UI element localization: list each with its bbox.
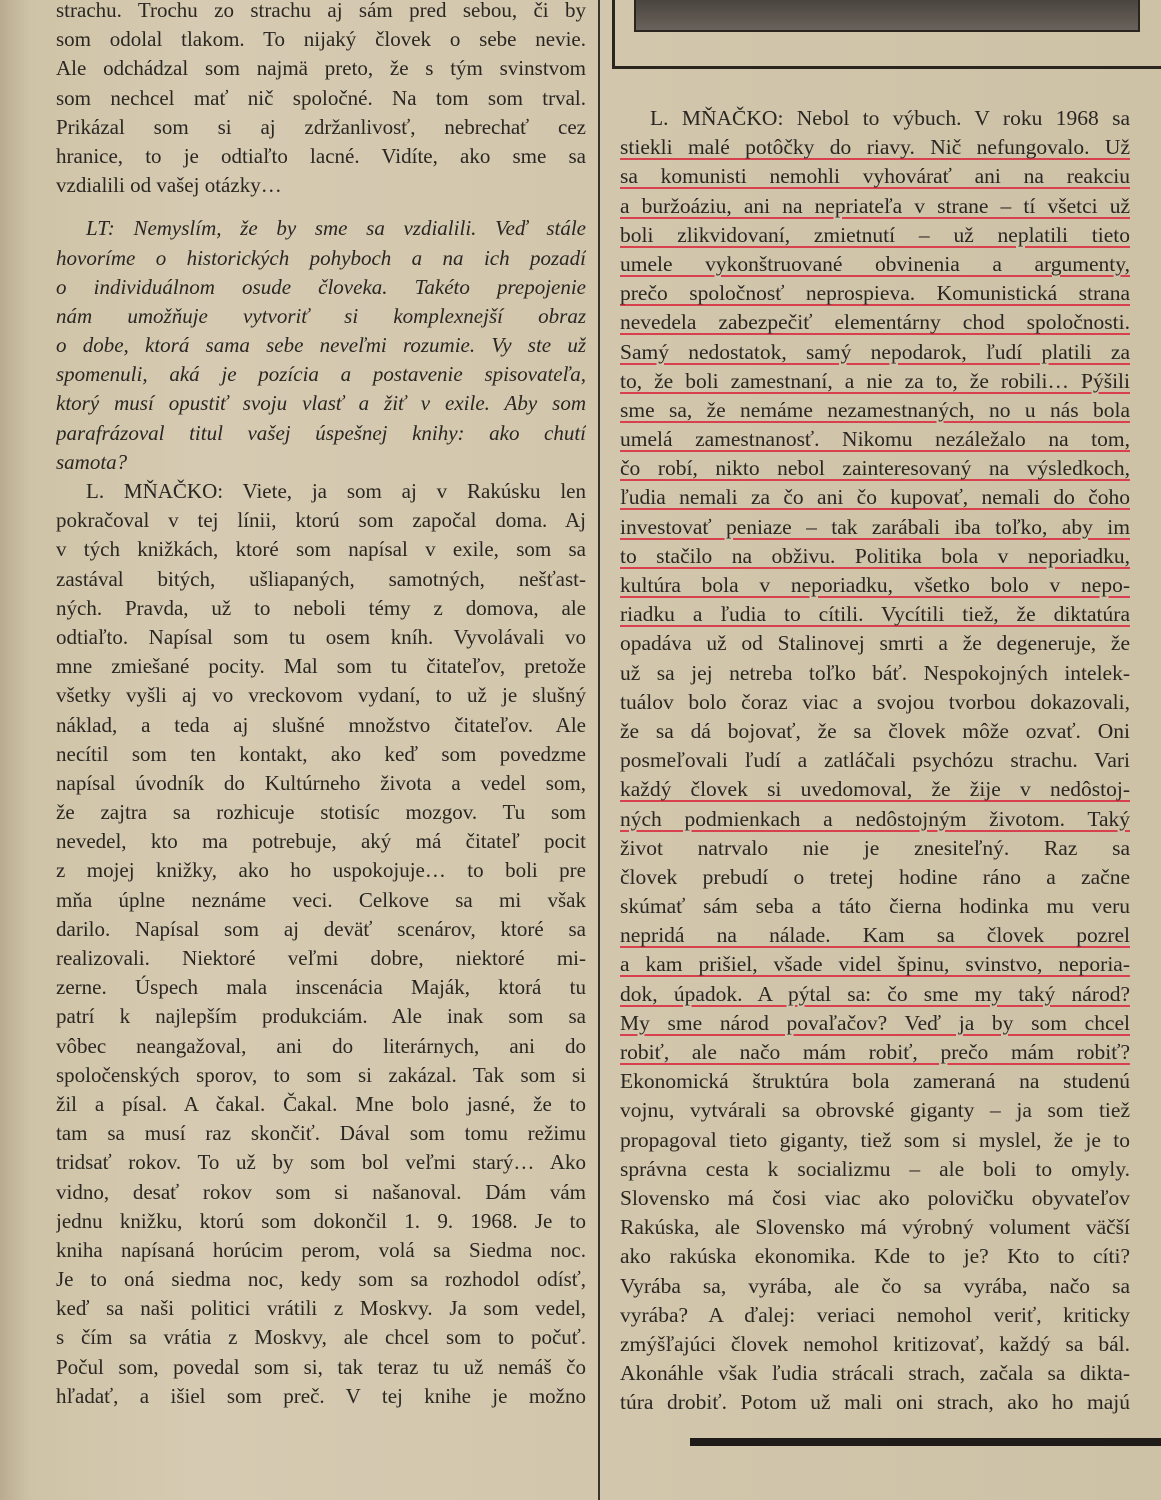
answer-line: realizovali. Niektoré veľmi dobre, niektoré mi- (56, 946, 586, 970)
text-line: správna cesta k socializmu – ale boli to omyly. (620, 1156, 1130, 1181)
answer-line: žil a písal. A čakal. Čakal. Mne bolo jasné, že to (56, 1091, 586, 1116)
underlined-line: to stačilo na obživu. Politika bola v neporiadku, (620, 543, 1130, 568)
text-line: zmýšľajúci človek nemohol kritizovať, každý sa bál. (620, 1331, 1130, 1356)
answer-line: jednu knižku, ktorú som dokončil 1. 9. 1968. Je to (56, 1208, 586, 1233)
answer-line: nevedel, kto ma potrebuje, aký má čitateľ pocit (56, 829, 586, 854)
underlined-line: ných podmienkach a nedôstojným životom. Taký (620, 806, 1130, 831)
text-line: Ekonomická štruktúra bola zameraná na studenú (620, 1069, 1130, 1094)
answer-line: náklad, a teda aj slušné množstvo čitateľov. Ale (56, 712, 586, 737)
underlined-line: riadku a ľudia to cítili. Vycítili tiež, že diktatúra (620, 602, 1130, 627)
answer-line: hľadať, a išiel som preč. V tej knihe je možno (56, 1383, 586, 1408)
question-line: LT: Nemyslím, že by sme sa vzdialili. Veď stále (86, 216, 586, 241)
underlined-line: sa komunisti nemohli vyhovárať ani na reakciu (620, 164, 1130, 189)
text-line: som nechcel mať nič spoločné. Na tom som trval. (56, 85, 586, 110)
left-column (56, 0, 586, 1411)
answer-line: odtiaľto. Napísal som tu osem kníh. Vyvolávali vo (56, 624, 586, 649)
text-line: vojnu, vytvárali sa obrovské giganty – ja som tiež (620, 1098, 1130, 1123)
bottom-rule (690, 1438, 1161, 1446)
answer-line: spoločenských sporov, to som si zakázal. Tak som si (56, 1062, 586, 1087)
text-line: Akonáhle však ľudia strácali strach, začala sa dikta- (620, 1361, 1130, 1386)
question-line: ktorý musí opustiť svoju vlasť a žiť v exile. Aby som (56, 391, 586, 416)
text-line: už sa jej netreba toľko báť. Nespokojných intelek- (620, 660, 1130, 685)
text-line: hranice, to je odtiaľto lacné. Vidíte, ako sme sa (56, 143, 586, 168)
answer-line: ných. Pravda, už to neboli témy z domova, ale (56, 595, 586, 620)
answer-line: zastával bitých, ušliapaných, samotných, nešťast- (56, 566, 586, 591)
answer-line: Je to oná siedma noc, kedy som sa rozhodol odísť, (56, 1267, 586, 1292)
question-line: parafrázoval titul vašej úspešnej knihy: ako chutí (56, 420, 586, 445)
question-line: hovoríme o historických pohyboch a na ich pozadí (56, 245, 586, 270)
right-column (620, 104, 1130, 1417)
underlined-line: stiekli malé potôčky do riavy. Nič nefungovalo. Už (620, 135, 1130, 160)
answer-line: mne zmiešané pocity. Mal som tu čitateľov, pretože (56, 654, 586, 679)
underlined-line: a buržoáziu, ani na nepriateľa v strane – tí všetci už (620, 193, 1130, 218)
underlined-line: umele vykonštruované obvinenia a argumenty, (620, 251, 1130, 276)
answer-line: L. MŇAČKO: Nebol to výbuch. V roku 1968 sa (650, 106, 1130, 130)
text-line: posmeľovali ľudí a zatláčali psychózu strachu. Vari (620, 748, 1130, 773)
underlined-line: sme sa, že nemáme nezamestnaných, no u nás bola (620, 397, 1130, 422)
text-line: Slovensko má čosi viac ako polovičku obyvateľov (620, 1185, 1130, 1210)
answer-line: mňa úplne neznáme veci. Celkove sa mi však (56, 887, 586, 912)
text-line: vyrába? A ďalej: veriaci nemohol veriť, kriticky (620, 1302, 1130, 1327)
text-line: človek prebudí o tretej hodine ráno a začne (620, 864, 1130, 889)
text-line: propagoval tieto giganty, tiež som si myslel, že je to (620, 1127, 1130, 1152)
answer-line: L. MŇAČKO: Viete, ja som aj v Rakúsku len (86, 479, 586, 503)
underlined-line: robiť, ale načo mám robiť, prečo mám robiť? (620, 1040, 1130, 1064)
answer-line: tam sa musí raz skončiť. Dával som tomu režimu (56, 1121, 586, 1146)
text-line: že sa dá bojovať, že sa človek môže ozvať. Oni (620, 718, 1130, 743)
underlined-line: ľudia nemali za čo ani čo kupovať, nemali do čoho (620, 485, 1130, 510)
underlined-line: každý človek si uvedomoval, že žije v nedôstoj- (620, 777, 1130, 802)
underlined-line: dok, úpadok. A pýtal sa: čo sme my taký národ? (620, 981, 1130, 1006)
text-line: opadáva už od Stalinovej smrti a že degeneruje, že (620, 631, 1130, 656)
text-line: vzdialili od vašej otázky… (56, 173, 282, 198)
answer-line: z mojej knižky, ako ho uspokojuje… to boli pre (56, 858, 586, 883)
answer-line: darilo. Napísal som aj deväť scenárov, ktoré sa (56, 916, 586, 941)
answer-line: s čím sa vrátia z Moskvy, ale chcel som to počuť. (56, 1325, 586, 1350)
photo-image (634, 0, 1140, 32)
question-line: o individuálnom osude človeka. Takéto prepojenie (56, 274, 586, 299)
underlined-line: nepridá na nálade. Kam sa človek pozrel (620, 923, 1130, 948)
answer-line: všetky vyšli aj vo vreckovom vydaní, to už je slušný (56, 683, 586, 708)
underlined-line: kultúra bola v neporiadku, všetko bolo v nepo- (620, 573, 1130, 597)
answer-line: zerne. Úspech mala inscenácia Maják, ktorá tu (56, 975, 586, 1000)
text-line: ako rakúska ekonomika. Kde to je? Kto to cíti? (620, 1244, 1130, 1269)
answer-line: pokračoval v tej línii, ktorú som započal doma. Aj (56, 508, 586, 533)
answer-line: vôbec neangažoval, ani do literárnych, ani do (56, 1033, 586, 1058)
answer-line: tridsať rokov. To už by som bol veľmi starý… Ako (56, 1150, 586, 1175)
answer-line: vidno, desať rokov som si našanoval. Dám vám (56, 1179, 586, 1204)
text-line: tuálov bolo čoraz viac a svojou tvorbou dokazovali, (620, 689, 1130, 714)
answer-line: kniha napísaná horúcim perom, volá sa Siedma noc. (56, 1237, 586, 1262)
question-line: nám umožňuje vytvoriť si komplexnejší obraz (56, 303, 586, 328)
answer-line: patrí k najlepším produkciám. Ale inak som sa (56, 1004, 586, 1029)
answer-line: necítil som ten kontakt, ako keď som povedzme (56, 741, 586, 766)
text-line: skúmať sám seba a táto čierna hodinka mu veru (620, 894, 1130, 919)
text-line: túra drobiť. Potom už mali oni strach, ako ho majú (620, 1390, 1130, 1415)
text-line: život natrvalo nie je znesiteľný. Raz sa (620, 835, 1130, 860)
underlined-line: to, že boli zamestnaní, a nie za to, že robili… Pýšili (620, 368, 1130, 393)
text-line: strachu. Trochu zo strachu aj sám pred sebou, či by (56, 0, 586, 22)
text-line: som odolal tlakom. To nijaký človek o sebe nevie. (56, 27, 586, 52)
text-line: Vyrába sa, vyrába, ale čo sa vyrába, načo sa (620, 1273, 1130, 1298)
text-line: Ale odchádzal som najmä preto, že s tým svinstvom (56, 56, 586, 81)
underlined-line: Samý nedostatok, samý nepodarok, ľudí platili za (620, 339, 1130, 364)
underlined-line: umelá zamestnanosť. Nikomu nezáležalo na tom, (620, 427, 1130, 452)
answer-line: keď sa naši politici vrátili z Moskvy. Ja som vedel, (56, 1296, 586, 1321)
underlined-line: boli zlikvidovaní, zmietnutí – už neplatili tieto (620, 222, 1130, 247)
underlined-line: čo robí, nikto nebol zainteresovaný na výsledkoch, (620, 456, 1130, 481)
answer-line: napísal úvodník do Kultúrneho života a vedel som, (56, 770, 586, 795)
underlined-line: My sme národ povaľačov? Veď ja by som chcel (620, 1010, 1130, 1035)
underlined-line: prečo spoločnosť neprospieva. Komunistická strana (620, 281, 1130, 306)
answer-line: v tých knižkách, ktoré som napísal v exile, som sa (56, 537, 586, 562)
column-divider (598, 0, 600, 1500)
text-line: Rakúska, ale Slovensko má výrobný volument väčší (620, 1215, 1130, 1240)
underlined-line: investovať peniaze – tak zarábali iba toľko, aby im (620, 514, 1130, 539)
text-line: Prikázal som si aj zdržanlivosť, nebrechať cez (56, 114, 586, 139)
answer-line: že zajtra sa rozhicuje stotisíc mozgov. Tu som (56, 800, 586, 825)
underlined-line: a kam prišiel, všade videl špinu, svinstvo, neporia- (620, 952, 1130, 977)
underlined-line: nevedela zabezpečiť elementárny chod spoločnosti. (620, 310, 1130, 335)
question-line: samota? (56, 449, 128, 474)
answer-line: Počul som, povedal som si, tak teraz tu už nemáš čo (56, 1354, 586, 1379)
question-line: spomenuli, aká je pozícia a postavenie spisovateľa, (56, 362, 586, 387)
question-line: o dobe, ktorá sama sebe neveľmi rozumie. Vy ste už (56, 333, 586, 358)
